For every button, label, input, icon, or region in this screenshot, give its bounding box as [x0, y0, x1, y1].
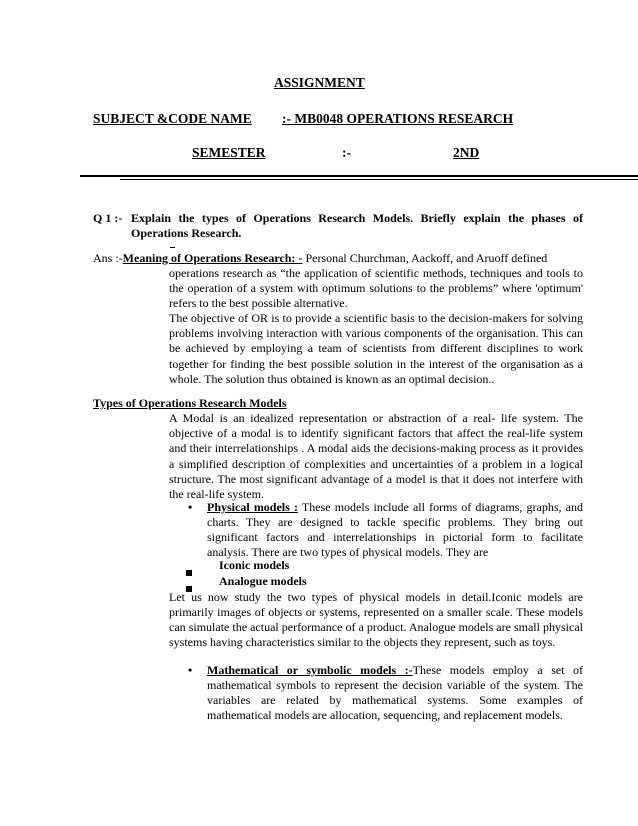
disc-bullet-icon: • [188, 500, 193, 514]
physical-models-text: These models include all forms of diagrams, graphs, and charts. They are designed to tackle specific problems. They bring out significant factors and interrelationships in pictorial form to facilitate analysis. There are two types of physical models. They are [207, 500, 583, 559]
question-text-line1: Explain the types of Operations Research Models. Briefly explain the phases of [131, 211, 583, 225]
sub-item-analogue: Analogue models [219, 574, 307, 588]
meaning-heading: Meaning of Operations Research: - [122, 251, 303, 265]
physical-models-label: Physical models : [207, 500, 298, 514]
meaning-paragraph: operations research as “the application of scientific methods, techniques and tools to the operation of a system with optimum solutions to the problems” where 'optimum' refers to the best possible alternative. [169, 266, 583, 311]
subject-value: :- MB0048 OPERATIONS RESEARCH [282, 111, 514, 126]
math-models-label: Mathematical or symbolic models :- [207, 663, 413, 677]
answer-prefix: Ans :- [93, 251, 123, 265]
types-heading: Types of Operations Research Models [93, 396, 287, 410]
subject-label: SUBJECT &CODE NAME [93, 111, 252, 126]
meaning-first-line: Personal Churchman, Aackoff, and Aruoff defined [302, 251, 548, 265]
math-models-item [207, 663, 583, 723]
question-text-line2: Operations Research. [131, 226, 242, 240]
header-rule-thin [120, 179, 638, 180]
semester-value: 2ND [453, 145, 480, 160]
small-underline-mark [170, 247, 175, 248]
answer-first-line [93, 251, 547, 266]
question-number: Q 1 :- [93, 211, 123, 225]
objective-paragraph: The objective of OR is to provide a scientific basis to the decision-makers for solving problems involving interaction with various components of the organisation. This can be achieved by employing a team of scientists from different disciplines to work together for finding the best possible solution in the interest of the organisation as a whole. The solution thus obtained is known as an optimal decision.. [169, 311, 583, 386]
physical-detail-paragraph: Let us now study the two types of physical models in detail.Iconic models are primarily images of objects or systems, represented on a smaller scale. These models can simulate the actual performance of a product. Analogue models are small physical systems having characteristics similar to the objects they represent, such as toys. [169, 590, 583, 649]
physical-models-item [207, 500, 583, 560]
semester-separator: :- [342, 145, 351, 160]
sub-item-iconic: Iconic models [219, 558, 290, 572]
semester-label: SEMESTER [192, 145, 266, 160]
disc-bullet-icon: • [188, 663, 193, 677]
assignment-title: ASSIGNMENT [274, 75, 365, 90]
types-intro-paragraph: A Modal is an idealized representation or abstraction of a real- life system. The objective of a modal is to identify significant factors that affect the real-life system and their interrelationships . A modal aids the decisions-making process as it provides a simplified description of complexities and uncertainties of a problem in a logical structure. The most significant advantage of a model is that it does not interfere with the real-life system. [169, 411, 583, 502]
math-models-text: These models employ a set of mathematical symbols to represent the decision variable of the system. The variables are related by mathematical systems. Some examples of mathematical models are allocation, sequencing, and replacement models. [207, 663, 583, 722]
header-rule-thick [80, 175, 638, 177]
